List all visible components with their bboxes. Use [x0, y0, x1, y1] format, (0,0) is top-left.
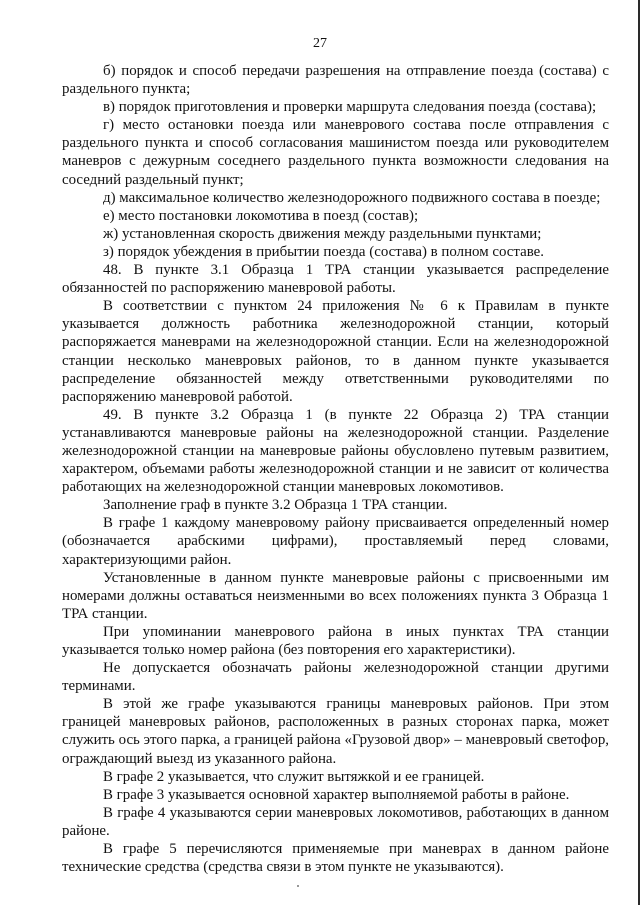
list-item-z: з) порядок убеждения в прибытии поезда (состава) в полном составе.: [103, 243, 544, 260]
section-48: 48. В пункте 3.1 Образца 1 ТРА станции указывается распределение обязанностей по распоряжению маневровой работы.: [62, 262, 609, 297]
page-number: 27: [313, 36, 327, 51]
column-4-text: В графе 4 указываются серии маневровых локомотивов, работающих в данном районе.: [62, 804, 609, 839]
column-1-numbering-rule: Установленные в данном пункте маневровые районы с присвоенными им номерами должны оставаться неизменными во всех положениях пункта 3 Образца 1 ТРА станции.: [62, 569, 609, 622]
list-item-d: д) максимальное количество железнодорожного подвижного состава в поезде;: [103, 189, 601, 206]
section-49: 49. В пункте 3.2 Образца 1 (в пункте 22 Образца 2) ТРА станции устанавливаются маневровые районы на железнодорожной станции. Разделение железнодорожной станции на маневровые районы обусловлено путевым развитием, характером, объемами работы железнодорожной станции и не зависит от количества работающих на железнодорожной станции маневровых локомотивов.: [62, 406, 609, 496]
column-2-text: В графе 2 указывается, что служит вытяжкой и ее границей.: [103, 768, 485, 785]
section-48-detail: В соответствии с пунктом 24 приложения № 6 к Правилам в пункте указывается должность работника железнодорожной станции, который распоряжается маневрами на железнодорожной станции. Если на железнодорожной станции несколько маневровых районов, то в данном пункте указывается распределение обязанностей между ответственными руководителями по распоряжению маневровой работой.: [62, 298, 609, 405]
column-5-text: В графе 5 перечисляются применяемые при маневрах в данном районе технические средства (средства связи в этом пункте не указываются).: [62, 841, 609, 876]
column-3-text: В графе 3 указывается основной характер выполняемой работы в районе.: [103, 786, 570, 803]
document-body: [62, 62, 609, 876]
list-item-g: г) место остановки поезда или маневрового состава после отправления с раздельного пункта и способ согласования машинистом поезда или руководителем маневров с дежурным соседнего раздельного пункта возможности следования на соседний раздельный пункт;: [62, 117, 609, 188]
list-item-zh: ж) установленная скорость движения между раздельными пунктами;: [103, 225, 542, 242]
list-item-e: е) место постановки локомотива в поезд (состав);: [103, 207, 419, 224]
column-1-text: В графе 1 каждому маневровому району присваивается определенный номер (обозначается арабскими цифрами), проставляемый перед словами, характеризующими район.: [62, 515, 609, 568]
list-item-v: в) порядок приготовления и проверки маршрута следования поезда (состава);: [103, 99, 597, 116]
column-1-terms-rule: Не допускается обозначать районы железнодорожной станции другими терминами.: [62, 660, 609, 695]
columns-heading: Заполнение граф в пункте 3.2 Образца 1 ТРА станции.: [103, 497, 448, 514]
scan-artifact: [297, 885, 299, 887]
column-1-reference-rule: При упоминании маневрового района в иных пунктах ТРА станции указывается только номер района (без повторения его характеристики).: [62, 623, 609, 658]
list-item-b: б) порядок и способ передачи разрешения на отправление поезда (состава) с раздельного пункта;: [62, 63, 609, 98]
column-1-borders: В этой же графе указываются границы маневровых районов. При этом границей маневровых районов, расположенных в разных сторонах парка, может служить ось этого парка, а границей района «Грузовой двор» – маневровый светофор, ограждающий выезд из указанного района.: [62, 696, 609, 767]
